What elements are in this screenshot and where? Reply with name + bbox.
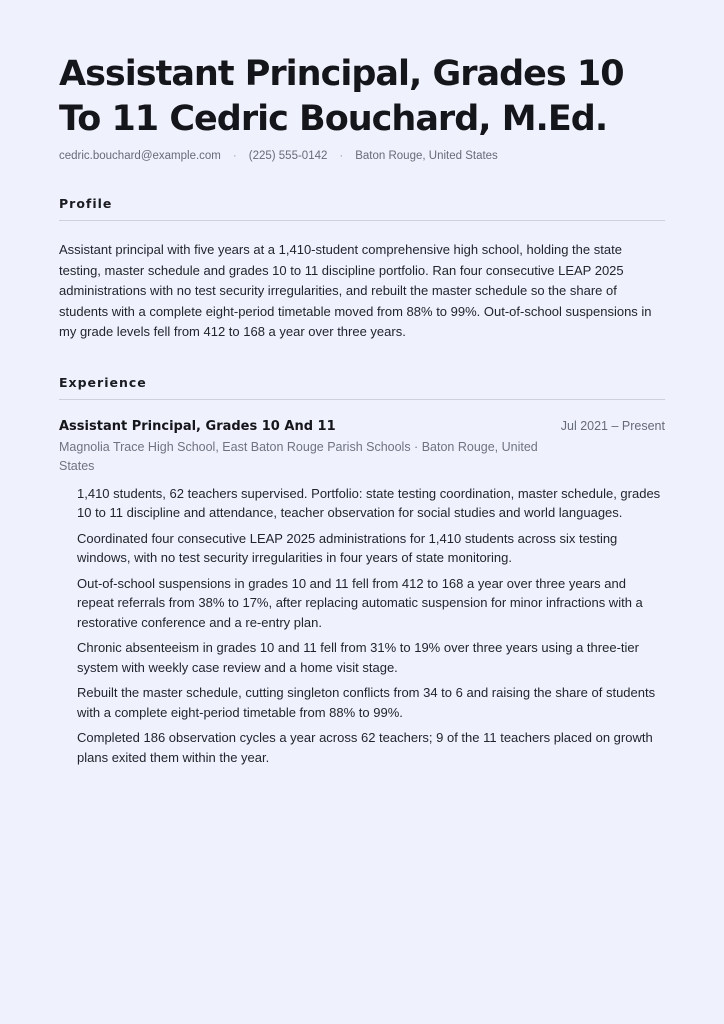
email[interactable]: cedric.bouchard@example.com <box>59 150 221 162</box>
job-title: Assistant Principal, Grades 10 And 11 <box>59 418 336 434</box>
resume-page <box>59 52 665 773</box>
job-bullets <box>59 484 665 768</box>
profile-section <box>59 196 665 343</box>
contact-line <box>59 150 665 162</box>
candidate-name: Assistant Principal, Grades 10 To 11 Cedric Bouchard, M.Ed. <box>59 54 624 139</box>
section-title-profile: Profile <box>59 196 665 221</box>
experience-section <box>59 375 665 768</box>
job-header <box>59 419 665 434</box>
job-bullet: Rebuilt the master schedule, cutting singleton conflicts from 34 to 6 and raising the share of students with a complete eight-period timetable from 88% to 99%. <box>77 685 656 720</box>
job-bullet: Out-of-school suspensions in grades 10 and 11 fell from 412 to 168 a year over three years and repeat referrals from 38% to 17%, after replacing automatic suspension for minor infractions with a restorative conference and a re-entry plan. <box>77 575 643 630</box>
job-organization: Magnolia Trace High School, East Baton Rouge Parish Schools · Baton Rouge, United States <box>59 439 538 473</box>
job-entry <box>59 419 665 768</box>
contact-separator: · <box>232 150 237 162</box>
job-bullet: Chronic absenteeism in grades 10 and 11 fell from 31% to 19% over three years using a three-tier system with weekly case review and a home visit stage. <box>77 640 639 675</box>
phone: (225) 555-0142 <box>248 150 328 162</box>
contact-separator: · <box>339 150 344 162</box>
job-bullet: Coordinated four consecutive LEAP 2025 administrations for 1,410 students across six testing windows, with no test security irregularities in four years of state monitoring. <box>77 530 618 565</box>
job-bullet: Completed 186 observation cycles a year across 62 teachers; 9 of the 11 teachers placed on growth plans exited them within the year. <box>77 730 653 765</box>
profile-summary: Assistant principal with five years at a 1,410-student comprehensive high school, holding the state testing, master schedule and grades 10 to 11 discipline portfolio. Ran four consecutive LEAP 2025 administrations with no test security irregularities, and rebuilt the master schedule so the share of students with a complete eight-period timetable moved from 88% to 99%. Out-of-school suspensions in my grade levels fell from 412 to 168 a year over three years. <box>59 242 652 339</box>
job-dates: Jul 2021 – Present <box>560 418 665 433</box>
location: Baton Rouge, United States <box>355 150 498 162</box>
job-bullet: 1,410 students, 62 teachers supervised. Portfolio: state testing coordination, master schedule, grades 10 to 11 discipline and attendance, teacher observation for social studies and world languages. <box>77 485 661 520</box>
section-title-experience: Experience <box>59 375 665 400</box>
